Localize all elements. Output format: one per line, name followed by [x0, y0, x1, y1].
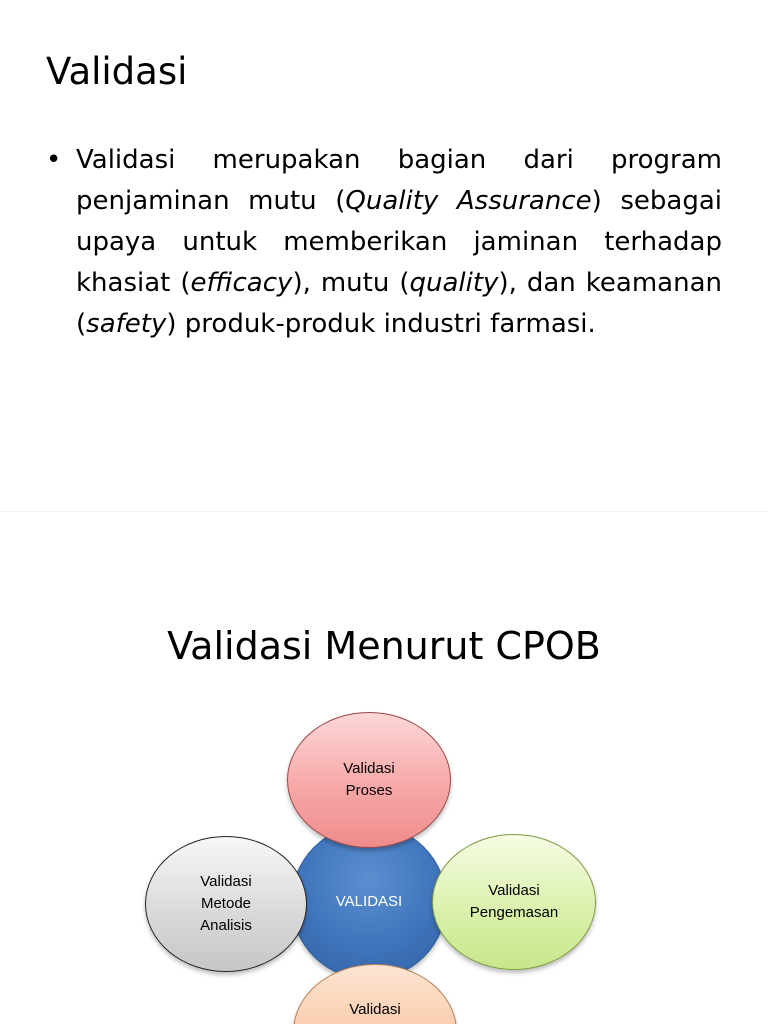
- italic-term-efficacy: efficacy: [190, 268, 293, 298]
- diagram-circle-proses: [287, 712, 451, 848]
- diagram-label-bottom: Validasi: [349, 1001, 401, 1018]
- diagram-circle-bottom: [293, 964, 457, 1024]
- diagram-label-metode-analisis: Validasi Metode Analisis: [200, 873, 252, 934]
- bullet-marker: •: [46, 145, 62, 175]
- text-part: Validasi merupakan bagian dari program penjaminan mutu (: [76, 145, 722, 216]
- bullet-paragraph: [76, 140, 722, 345]
- text-part: ), mutu (: [292, 268, 410, 298]
- diagram-label-proses: Validasi Proses: [343, 760, 395, 799]
- slide-title: Validasi: [46, 50, 188, 93]
- slide-title: Validasi Menurut CPOB: [167, 624, 601, 668]
- italic-term-quality: quality: [409, 268, 499, 298]
- text-part: ) sebagai upaya untuk memberikan jaminan terhadap khasiat (: [76, 186, 722, 298]
- text-part: ), dan keamanan (: [76, 268, 723, 339]
- bullet-item: [46, 140, 722, 345]
- italic-term-quality-assurance: Quality Assurance: [345, 186, 592, 216]
- text-part: ) produk-produk industri farmasi.: [166, 309, 596, 339]
- slide-validasi-menurut-cpob: [0, 512, 768, 1024]
- diagram-circle-metode-analisis: [145, 836, 307, 972]
- diagram-center-label: VALIDASI: [335, 893, 403, 910]
- diagram-circle-pengemasan: [432, 834, 596, 970]
- diagram-label-pengemasan: Validasi Pengemasan: [469, 882, 559, 921]
- italic-term-safety: safety: [86, 309, 167, 339]
